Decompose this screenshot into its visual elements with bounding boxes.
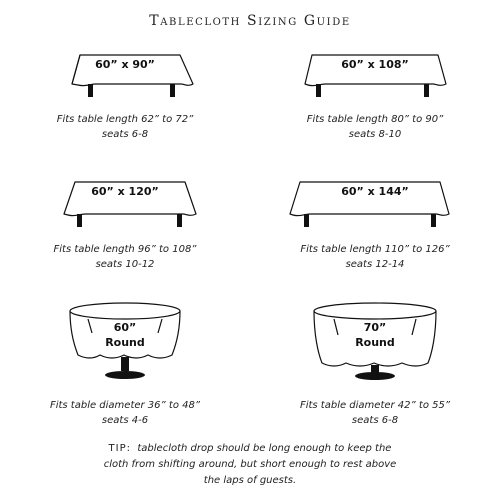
size-label-line1: 70”	[363, 321, 387, 334]
fit-text: Fits table diameter 36” to 48”	[49, 400, 201, 411]
size-card-1	[0, 40, 250, 142]
size-label: 60” x 108”	[341, 58, 409, 71]
size-card-2	[250, 40, 500, 142]
size-label	[250, 320, 500, 350]
seats-text: seats 8-10	[348, 129, 402, 140]
rect-tablecloth-icon	[0, 170, 250, 230]
seats-text: seats 6-8	[351, 415, 399, 426]
fit-text: Fits table length 96” to 108”	[53, 244, 197, 255]
size-card-5	[0, 295, 250, 428]
size-label-line2: Round	[105, 336, 145, 349]
tip-line-2: cloth from shifting around, but short enough to rest above	[103, 459, 397, 470]
seats-text: seats 12-14	[345, 259, 405, 270]
size-label-line2: Round	[355, 336, 395, 349]
size-card-3	[0, 170, 250, 272]
size-label: 60” x 144”	[341, 185, 409, 198]
seats-text: seats 10-12	[95, 259, 155, 270]
tip-note	[0, 441, 500, 489]
fit-text: Fits table diameter 42” to 55”	[299, 400, 451, 411]
tip-line-1: tablecloth drop should be long enough to keep the	[137, 443, 392, 454]
tip-label: TIP:	[108, 443, 132, 454]
size-card-6	[250, 295, 500, 428]
fit-text: Fits table length 110” to 126”	[300, 244, 450, 255]
size-label: 60” x 120”	[91, 185, 159, 198]
page-title: Tablecloth Sizing Guide	[149, 13, 351, 29]
size-label: 60” x 90”	[95, 58, 155, 71]
fit-text: Fits table length 62” to 72”	[56, 114, 194, 125]
tip-line-3: the laps of guests.	[203, 475, 297, 486]
fit-text: Fits table length 80” to 90”	[306, 114, 444, 125]
size-card-4	[250, 170, 500, 272]
size-label-line1: 60”	[113, 321, 137, 334]
rect-tablecloth-icon	[250, 170, 500, 230]
seats-text: seats 6-8	[101, 129, 149, 140]
seats-text: seats 4-6	[101, 415, 149, 426]
size-label	[0, 320, 250, 350]
